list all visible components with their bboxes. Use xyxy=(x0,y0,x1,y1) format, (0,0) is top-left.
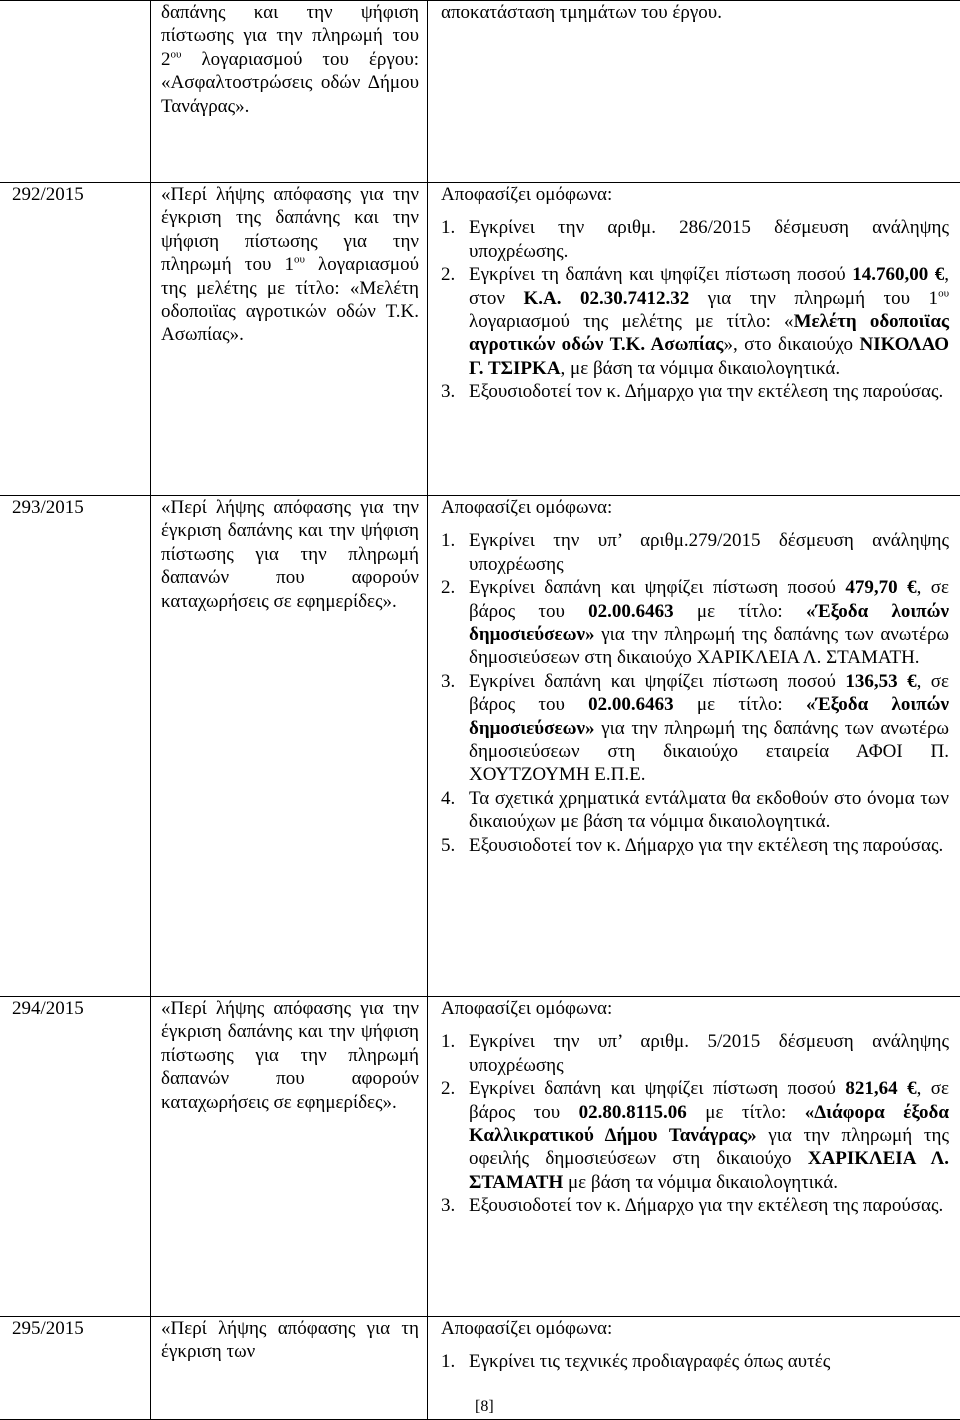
decision-subject-cell xyxy=(151,1317,428,1420)
decision-number: 292/2015 xyxy=(12,183,150,206)
decision-number: 295/2015 xyxy=(12,1317,150,1340)
decision-body-cell xyxy=(428,997,960,1317)
decision-body-cell xyxy=(428,183,960,496)
decision-item-text: Εγκρίνει δαπάνη και ψηφίζει πίστωση ποσού 136,53 €, σε βάρος του 02.00.6463 με τίτλο: «Έξοδα λοιπών δημοσιεύσεων» για την πληρωμή της δαπάνης των ανωτέρω δημοσιεύσεων στη δικαιούχο εταιρεία ΑΦΟΙ Π. ΧΟΥΤΖΟΥΜΗ Ε.Π.Ε. xyxy=(469,671,949,786)
decision-subject: «Περί λήψης απόφασης για την έγκριση δαπάνης και την ψήφιση πίστωσης για την πληρωμή δαπανών που αφορούν καταχωρήσεις σε εφημερίδες». xyxy=(161,997,419,1114)
decision-subject-cell xyxy=(151,1,428,183)
decision-subject: «Περί λήψης απόφασης για τη έγκριση των xyxy=(161,1317,419,1364)
decision-item xyxy=(441,1194,949,1217)
page-number: [8] xyxy=(475,1398,494,1416)
decision-item-number: 1. xyxy=(441,216,455,239)
decision-item xyxy=(441,787,949,834)
decision-item-number: 2. xyxy=(441,1077,455,1100)
decision-subject-cell xyxy=(151,496,428,997)
decision-item-text: Εξουσιοδοτεί τον κ. Δήμαρχο για την εκτέλεση της παρούσας. xyxy=(469,381,943,402)
decision-number: 294/2015 xyxy=(12,997,150,1020)
decision-heading: Αποφασίζει ομόφωνα: xyxy=(441,997,949,1020)
decision-item xyxy=(441,834,949,857)
decision-item-number: 2. xyxy=(441,576,455,599)
decision-number: 293/2015 xyxy=(12,496,150,519)
decision-heading: Αποφασίζει ομόφωνα: xyxy=(441,183,949,206)
decision-item xyxy=(441,380,949,403)
decision-heading: Αποφασίζει ομόφωνα: xyxy=(441,1317,949,1340)
decision-subject: «Περί λήψης απόφασης για την έγκριση της δαπάνης και την ψήφιση πίστωσης για την πληρωμή του $1^{o\upsilon}$ λογαριασμού της μελέτης με τίτλο: «Μελέτη οδοποιϊας αγροτικών οδών Τ.Κ. Ασωπίας». xyxy=(161,183,419,347)
decision-subject: δαπάνης και την ψήφιση πίστωσης για την πληρωμή του $2^{o\upsilon}$ λογαριασμού του έργου: «Ασφαλτοστρώσεις οδών Δήμου Τανάγρας». xyxy=(161,1,419,118)
decision-item xyxy=(441,1030,949,1077)
decision-row xyxy=(0,997,960,1317)
decision-item xyxy=(441,216,949,263)
decision-item-text: Εγκρίνει τις τεχνικές προδιαγραφές όπως αυτές xyxy=(469,1351,830,1372)
decision-item-number: 1. xyxy=(441,1350,455,1373)
decision-item-text: Τα σχετικά χρηματικά εντάλματα θα εκδοθούν στο όνομα των δικαιούχων με βάση τα νόμιμα δικαιολογητικά. xyxy=(469,788,949,832)
decision-items xyxy=(441,1350,949,1373)
decisions-table-body xyxy=(0,1,960,1420)
decision-item-text: Εγκρίνει δαπάνη και ψηφίζει πίστωση ποσού 821,64 €, σε βάρος του 02.80.8115.06 με τίτλο: «Διάφορα έξοδα Καλλικρατικού Δήμου Τανάγρας» για την πληρωμή της οφειλής δημοσιεύσεων στη δικαιούχο ΧΑΡΙΚΛΕΙΑ Λ. ΣΤΑΜΑΤΗ με βάση τα νόμιμα δικαιολογητικά. xyxy=(469,1078,949,1193)
decision-body-cell xyxy=(428,1317,960,1420)
decision-item-text: Εγκρίνει δαπάνη και ψηφίζει πίστωση ποσού 479,70 €, σε βάρος του 02.00.6463 με τίτλο: «Έξοδα λοιπών δημοσιεύσεων» για την πληρωμή της δαπάνης των ανωτέρω δημοσιεύσεων στη δικαιούχο ΧΑΡΙΚΛΕΙΑ Λ. ΣΤΑΜΑΤΗ. xyxy=(469,577,949,668)
decision-item-text: Εξουσιοδοτεί τον κ. Δήμαρχο για την εκτέλεση της παρούσας. xyxy=(469,835,943,856)
decision-item xyxy=(441,529,949,576)
decision-item-number: 1. xyxy=(441,529,455,552)
decision-subject: «Περί λήψης απόφασης για την έγκριση δαπάνης και την ψήφιση πίστωσης για την πληρωμή δαπανών που αφορούν καταχωρήσεις σε εφημερίδες». xyxy=(161,496,419,613)
decision-body-cell xyxy=(428,1,960,183)
decision-item xyxy=(441,576,949,670)
decision-item-number: 1. xyxy=(441,1030,455,1053)
decision-item-number: 3. xyxy=(441,1194,455,1217)
decision-subject-cell xyxy=(151,183,428,496)
decision-body-cell xyxy=(428,496,960,997)
decision-row xyxy=(0,496,960,997)
decision-body-text: αποκατάσταση τμημάτων του έργου. xyxy=(441,1,949,24)
decision-item-number: 5. xyxy=(441,834,455,857)
decision-item xyxy=(441,1077,949,1194)
decision-items xyxy=(441,216,949,403)
decision-item-text: Εξουσιοδοτεί τον κ. Δήμαρχο για την εκτέλεση της παρούσας. xyxy=(469,1195,943,1216)
decision-number-cell xyxy=(0,997,151,1317)
decision-subject-cell xyxy=(151,997,428,1317)
decision-item-number: 4. xyxy=(441,787,455,810)
decision-item-number: 3. xyxy=(441,670,455,693)
decision-item-text: Εγκρίνει την υπ’ αριθμ.279/2015 δέσμευση ανάληψης υποχρέωσης xyxy=(469,530,949,574)
decision-item xyxy=(441,670,949,787)
decision-heading: Αποφασίζει ομόφωνα: xyxy=(441,496,949,519)
decision-item xyxy=(441,1350,949,1373)
decision-number-cell xyxy=(0,496,151,997)
decision-item-text: Εγκρίνει την υπ’ αριθμ. 5/2015 δέσμευση ανάληψης υποχρέωσης xyxy=(469,1031,949,1075)
decision-item xyxy=(441,263,949,380)
decision-row xyxy=(0,183,960,496)
decision-items xyxy=(441,1030,949,1217)
decision-number-cell xyxy=(0,1317,151,1420)
decision-item-text: Εγκρίνει τη δαπάνη και ψηφίζει πίστωση ποσού 14.760,00 €, στον Κ.Α. 02.30.7412.32 για την πληρωμή του $1^{o\upsilon}$ λογαριασμού της μελέτης με τίτλο: «Μελέτη οδοποιϊας αγροτικών οδών Τ.Κ. Ασωπίας», στο δικαιούχο ΝΙΚΟΛΑΟ Γ. ΤΣΙΡΚΑ, με βάση τα νόμιμα δικαιολογητικά. xyxy=(469,264,949,379)
decision-item-text: Εγκρίνει την αριθμ. 286/2015 δέσμευση ανάληψης υποχρέωσης. xyxy=(469,217,949,261)
decision-item-number: 2. xyxy=(441,263,455,286)
decision-item-number: 3. xyxy=(441,380,455,403)
decision-items xyxy=(441,529,949,857)
decision-number-cell xyxy=(0,183,151,496)
decision-number-cell xyxy=(0,1,151,183)
decision-row xyxy=(0,1,960,183)
